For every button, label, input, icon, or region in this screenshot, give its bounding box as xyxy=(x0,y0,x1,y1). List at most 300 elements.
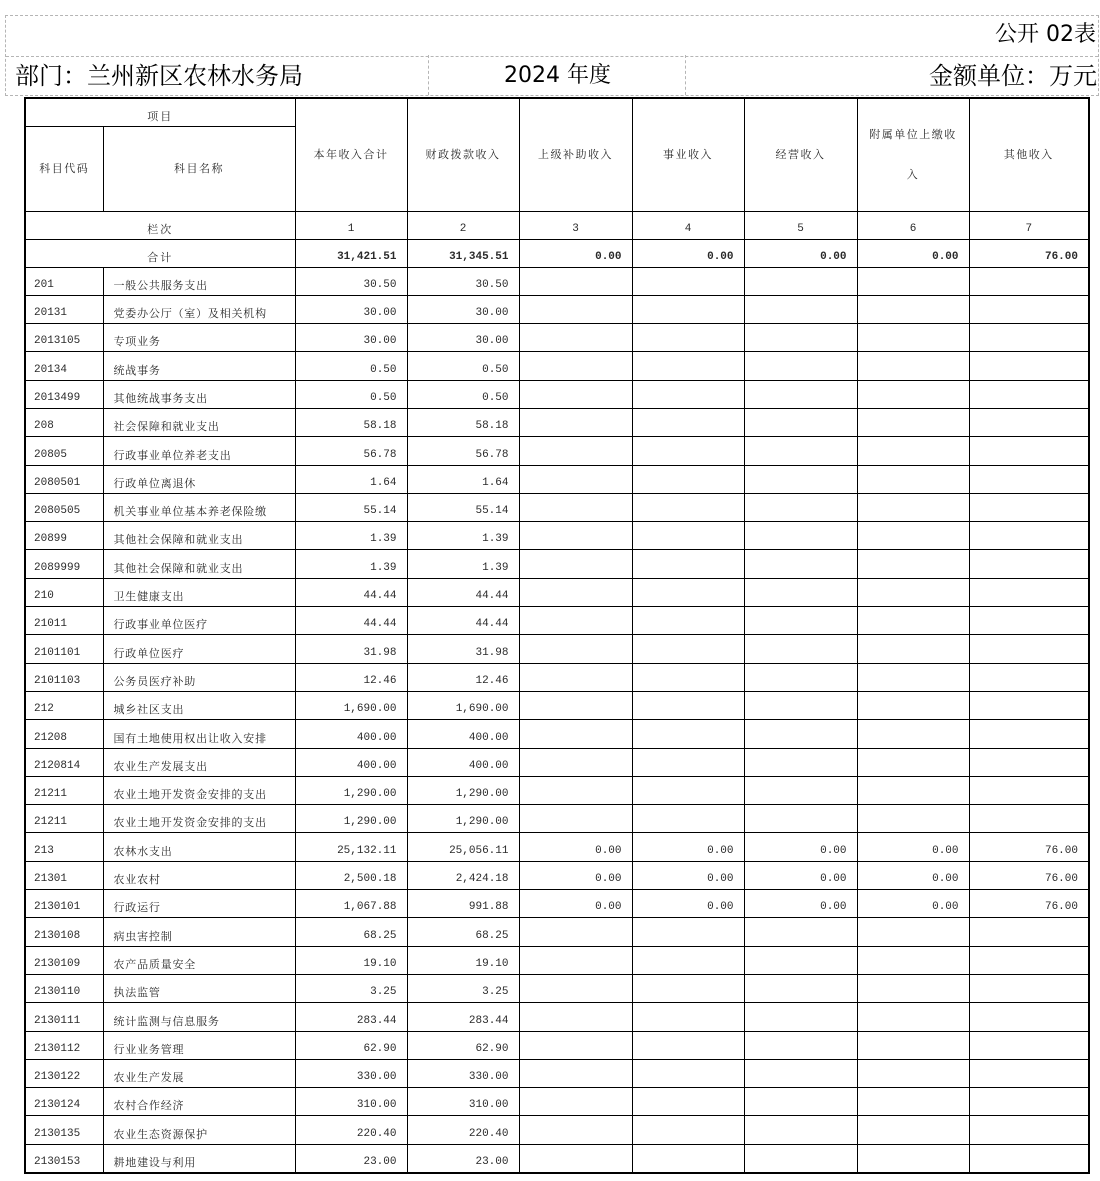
total-income-cell: 0.50 xyxy=(295,380,407,408)
superior-subsidy-cell xyxy=(519,493,632,521)
superior-subsidy-cell xyxy=(519,635,632,663)
fiscal-appropriation-cell: 1.64 xyxy=(407,465,519,493)
subject-code-cell: 2013105 xyxy=(25,324,103,352)
operating-income-cell xyxy=(744,1059,857,1087)
fiscal-appropriation-cell: 310.00 xyxy=(407,1088,519,1116)
other-income-cell xyxy=(969,1059,1089,1087)
subject-code-cell: 2130110 xyxy=(25,974,103,1002)
column-header-fiscal-appropriation: 财政拨款收入 xyxy=(407,98,519,211)
superior-subsidy-cell xyxy=(519,776,632,804)
superior-subsidy-cell xyxy=(519,465,632,493)
subordinate-remittance-cell xyxy=(857,493,969,521)
subject-code-cell: 2130135 xyxy=(25,1116,103,1144)
business-income-cell xyxy=(632,465,744,493)
other-income-cell: 76.00 xyxy=(969,890,1089,918)
fiscal-appropriation-cell: 3.25 xyxy=(407,974,519,1002)
other-income-cell xyxy=(969,1144,1089,1172)
subject-code-cell: 2130101 xyxy=(25,890,103,918)
subject-name-cell: 农业生态资源保护 xyxy=(103,1116,295,1144)
subordinate-remittance-cell xyxy=(857,1059,969,1087)
column-header-subject-name: 科目名称 xyxy=(103,126,295,211)
table-row xyxy=(25,295,1089,323)
fiscal-appropriation-cell: 1.39 xyxy=(407,522,519,550)
business-income-cell xyxy=(632,267,744,295)
subject-name-cell: 农村合作经济 xyxy=(103,1088,295,1116)
header-divider xyxy=(685,55,686,95)
business-income-cell xyxy=(632,607,744,635)
column-header-operating-income: 经营收入 xyxy=(744,98,857,211)
business-income-cell xyxy=(632,295,744,323)
other-income-cell xyxy=(969,352,1089,380)
operating-income-sum: 0.00 xyxy=(744,239,857,267)
subject-name-cell: 病虫害控制 xyxy=(103,918,295,946)
sequence-number: 5 xyxy=(744,211,857,239)
operating-income-cell xyxy=(744,748,857,776)
project-group-header: 项目 xyxy=(25,98,295,126)
total-income-cell: 55.14 xyxy=(295,493,407,521)
other-income-cell xyxy=(969,776,1089,804)
other-income-cell: 76.00 xyxy=(969,861,1089,889)
superior-subsidy-cell xyxy=(519,1003,632,1031)
subordinate-remittance-cell xyxy=(857,663,969,691)
business-income-cell xyxy=(632,1003,744,1031)
subject-code-cell: 201 xyxy=(25,267,103,295)
other-income-cell xyxy=(969,437,1089,465)
fiscal-appropriation-cell: 56.78 xyxy=(407,437,519,465)
business-income-cell xyxy=(632,352,744,380)
sequence-row xyxy=(25,211,1089,239)
superior-subsidy-cell xyxy=(519,380,632,408)
subject-code-cell: 2120814 xyxy=(25,748,103,776)
total-income-cell: 220.40 xyxy=(295,1116,407,1144)
fiscal-appropriation-cell: 58.18 xyxy=(407,408,519,436)
table-row xyxy=(25,324,1089,352)
subordinate-remittance-cell xyxy=(857,324,969,352)
fiscal-appropriation-cell: 2,424.18 xyxy=(407,861,519,889)
subject-name-cell: 行政单位离退休 xyxy=(103,465,295,493)
subordinate-remittance-cell xyxy=(857,805,969,833)
operating-income-cell xyxy=(744,578,857,606)
other-income-cell xyxy=(969,267,1089,295)
operating-income-cell xyxy=(744,465,857,493)
income-budget-table xyxy=(24,97,1090,1174)
subject-code-cell: 21208 xyxy=(25,720,103,748)
operating-income-cell xyxy=(744,918,857,946)
operating-income-cell: 0.00 xyxy=(744,833,857,861)
subordinate-remittance-cell xyxy=(857,578,969,606)
table-row xyxy=(25,465,1089,493)
operating-income-cell xyxy=(744,635,857,663)
superior-subsidy-cell xyxy=(519,918,632,946)
total-income-cell: 1.64 xyxy=(295,465,407,493)
table-body xyxy=(25,267,1089,1173)
subject-code-cell: 20134 xyxy=(25,352,103,380)
form-number-row xyxy=(6,16,1098,57)
header-row xyxy=(25,98,1089,126)
business-income-cell xyxy=(632,720,744,748)
subordinate-remittance-cell xyxy=(857,1003,969,1031)
subject-code-cell: 213 xyxy=(25,833,103,861)
column-header-superior-subsidy: 上级补助收入 xyxy=(519,98,632,211)
other-income-cell xyxy=(969,805,1089,833)
business-income-cell xyxy=(632,1144,744,1172)
subject-code-cell: 2080501 xyxy=(25,465,103,493)
subject-name-cell: 行政单位医疗 xyxy=(103,635,295,663)
total-income-cell: 310.00 xyxy=(295,1088,407,1116)
superior-subsidy-cell xyxy=(519,437,632,465)
department-label: 部门：兰州新区农林水务局 xyxy=(15,62,303,90)
superior-subsidy-cell xyxy=(519,748,632,776)
superior-subsidy-cell xyxy=(519,974,632,1002)
sequence-number: 7 xyxy=(969,211,1089,239)
subject-name-cell: 农产品质量安全 xyxy=(103,946,295,974)
fiscal-appropriation-cell: 30.50 xyxy=(407,267,519,295)
table-row xyxy=(25,437,1089,465)
other-income-cell xyxy=(969,578,1089,606)
table-row xyxy=(25,635,1089,663)
subordinate-remittance-cell xyxy=(857,1088,969,1116)
superior-subsidy-cell xyxy=(519,550,632,578)
superior-subsidy-cell xyxy=(519,578,632,606)
business-income-cell xyxy=(632,408,744,436)
superior-subsidy-cell xyxy=(519,324,632,352)
fiscal-appropriation-cell: 0.50 xyxy=(407,352,519,380)
table-row xyxy=(25,550,1089,578)
business-income-cell xyxy=(632,578,744,606)
subject-name-cell: 农业农村 xyxy=(103,861,295,889)
other-income-cell xyxy=(969,1003,1089,1031)
operating-income-cell xyxy=(744,380,857,408)
subject-code-cell: 2130111 xyxy=(25,1003,103,1031)
subject-code-cell: 20131 xyxy=(25,295,103,323)
fiscal-appropriation-cell: 62.90 xyxy=(407,1031,519,1059)
business-income-cell xyxy=(632,1088,744,1116)
table-row xyxy=(25,748,1089,776)
business-income-cell xyxy=(632,776,744,804)
total-income-cell: 44.44 xyxy=(295,607,407,635)
subject-code-cell: 2130124 xyxy=(25,1088,103,1116)
operating-income-cell xyxy=(744,720,857,748)
operating-income-cell xyxy=(744,1003,857,1031)
operating-income-cell: 0.00 xyxy=(744,890,857,918)
subject-name-cell: 耕地建设与利用 xyxy=(103,1144,295,1172)
business-income-cell: 0.00 xyxy=(632,833,744,861)
subject-name-cell: 城乡社区支出 xyxy=(103,691,295,719)
operating-income-cell xyxy=(744,974,857,1002)
subject-code-cell: 2130109 xyxy=(25,946,103,974)
sequence-number: 6 xyxy=(857,211,969,239)
subject-name-cell: 统战事务 xyxy=(103,352,295,380)
superior-subsidy-cell xyxy=(519,1116,632,1144)
operating-income-cell xyxy=(744,437,857,465)
operating-income-cell xyxy=(744,522,857,550)
subject-code-cell: 2101103 xyxy=(25,663,103,691)
table-row xyxy=(25,805,1089,833)
fiscal-appropriation-cell: 991.88 xyxy=(407,890,519,918)
other-income-cell xyxy=(969,1116,1089,1144)
column-header-subordinate-remittance-text: 附属单位上缴收入 xyxy=(869,127,957,181)
table-row xyxy=(25,946,1089,974)
fiscal-appropriation-cell: 330.00 xyxy=(407,1059,519,1087)
business-income-cell xyxy=(632,324,744,352)
subordinate-remittance-cell xyxy=(857,522,969,550)
superior-subsidy-cell xyxy=(519,1031,632,1059)
table-row xyxy=(25,833,1089,861)
business-income-cell xyxy=(632,691,744,719)
table-row xyxy=(25,1144,1089,1172)
total-income-cell: 30.50 xyxy=(295,267,407,295)
fiscal-appropriation-sum: 31,345.51 xyxy=(407,239,519,267)
table-row xyxy=(25,861,1089,889)
total-income-cell: 400.00 xyxy=(295,720,407,748)
table-row xyxy=(25,1059,1089,1087)
superior-subsidy-cell xyxy=(519,1144,632,1172)
subject-code-cell: 2101101 xyxy=(25,635,103,663)
subject-name-cell: 机关事业单位基本养老保险缴 xyxy=(103,493,295,521)
subject-code-cell: 21301 xyxy=(25,861,103,889)
subject-code-cell: 2013499 xyxy=(25,380,103,408)
subject-code-cell: 2130108 xyxy=(25,918,103,946)
table-row xyxy=(25,493,1089,521)
total-income-sum: 31,421.51 xyxy=(295,239,407,267)
operating-income-cell xyxy=(744,1144,857,1172)
superior-subsidy-cell xyxy=(519,267,632,295)
total-income-cell: 1,067.88 xyxy=(295,890,407,918)
operating-income-cell xyxy=(744,352,857,380)
subordinate-remittance-cell xyxy=(857,437,969,465)
subordinate-remittance-cell xyxy=(857,267,969,295)
operating-income-cell xyxy=(744,946,857,974)
subject-name-cell: 公务员医疗补助 xyxy=(103,663,295,691)
fiscal-appropriation-cell: 0.50 xyxy=(407,380,519,408)
subject-name-cell: 农业土地开发资金安排的支出 xyxy=(103,805,295,833)
other-income-cell xyxy=(969,748,1089,776)
subject-code-cell: 20805 xyxy=(25,437,103,465)
other-income-cell xyxy=(969,918,1089,946)
column-header-other-income: 其他收入 xyxy=(969,98,1089,211)
subordinate-remittance-cell xyxy=(857,720,969,748)
subject-name-cell: 执法监管 xyxy=(103,974,295,1002)
business-income-cell: 0.00 xyxy=(632,890,744,918)
total-income-cell: 1.39 xyxy=(295,550,407,578)
table-row xyxy=(25,663,1089,691)
subject-name-cell: 行政事业单位养老支出 xyxy=(103,437,295,465)
superior-subsidy-cell xyxy=(519,805,632,833)
business-income-cell xyxy=(632,805,744,833)
superior-subsidy-cell xyxy=(519,663,632,691)
subordinate-remittance-cell xyxy=(857,295,969,323)
operating-income-cell xyxy=(744,663,857,691)
column-header-business-income: 事业收入 xyxy=(632,98,744,211)
form-number: 公开 02表 xyxy=(995,22,1096,47)
total-income-cell: 400.00 xyxy=(295,748,407,776)
operating-income-cell xyxy=(744,691,857,719)
table-row xyxy=(25,380,1089,408)
sequence-label: 栏次 xyxy=(25,211,295,239)
superior-subsidy-cell xyxy=(519,720,632,748)
fiscal-appropriation-cell: 30.00 xyxy=(407,324,519,352)
superior-subsidy-cell xyxy=(519,352,632,380)
subject-name-cell: 专项业务 xyxy=(103,324,295,352)
total-row xyxy=(25,239,1089,267)
operating-income-cell xyxy=(744,1031,857,1059)
total-income-cell: 19.10 xyxy=(295,946,407,974)
subject-name-cell: 行政运行 xyxy=(103,890,295,918)
subject-name-cell: 农业土地开发资金安排的支出 xyxy=(103,776,295,804)
other-income-cell xyxy=(969,720,1089,748)
fiscal-year-label: 2024 年度 xyxy=(504,63,611,88)
fiscal-appropriation-cell: 283.44 xyxy=(407,1003,519,1031)
fiscal-appropriation-cell: 400.00 xyxy=(407,720,519,748)
sequence-number: 1 xyxy=(295,211,407,239)
column-header-subject-code: 科目代码 xyxy=(25,126,103,211)
other-income-cell xyxy=(969,635,1089,663)
business-income-cell xyxy=(632,946,744,974)
subordinate-remittance-cell xyxy=(857,635,969,663)
sequence-number: 2 xyxy=(407,211,519,239)
fiscal-appropriation-cell: 55.14 xyxy=(407,493,519,521)
subordinate-remittance-sum: 0.00 xyxy=(857,239,969,267)
fiscal-appropriation-cell: 400.00 xyxy=(407,748,519,776)
subordinate-remittance-cell xyxy=(857,352,969,380)
other-income-cell xyxy=(969,295,1089,323)
other-income-cell: 76.00 xyxy=(969,833,1089,861)
report-header xyxy=(5,15,1099,96)
subject-code-cell: 2130122 xyxy=(25,1059,103,1087)
total-income-cell: 68.25 xyxy=(295,918,407,946)
table-row xyxy=(25,1116,1089,1144)
subject-code-cell: 21211 xyxy=(25,776,103,804)
subordinate-remittance-cell: 0.00 xyxy=(857,861,969,889)
superior-subsidy-cell: 0.00 xyxy=(519,833,632,861)
business-income-cell xyxy=(632,1059,744,1087)
subject-name-cell: 其他统战事务支出 xyxy=(103,380,295,408)
superior-subsidy-sum: 0.00 xyxy=(519,239,632,267)
subordinate-remittance-cell xyxy=(857,918,969,946)
total-income-cell: 62.90 xyxy=(295,1031,407,1059)
operating-income-cell xyxy=(744,550,857,578)
total-income-cell: 30.00 xyxy=(295,324,407,352)
table-row xyxy=(25,776,1089,804)
other-income-cell xyxy=(969,522,1089,550)
fiscal-appropriation-cell: 1,290.00 xyxy=(407,776,519,804)
business-income-cell xyxy=(632,550,744,578)
subject-code-cell: 21011 xyxy=(25,607,103,635)
business-income-cell xyxy=(632,437,744,465)
subordinate-remittance-cell xyxy=(857,776,969,804)
subordinate-remittance-cell xyxy=(857,1031,969,1059)
total-income-cell: 31.98 xyxy=(295,635,407,663)
operating-income-cell xyxy=(744,1116,857,1144)
superior-subsidy-cell: 0.00 xyxy=(519,861,632,889)
operating-income-cell xyxy=(744,267,857,295)
operating-income-cell xyxy=(744,408,857,436)
table-row xyxy=(25,522,1089,550)
business-income-cell xyxy=(632,493,744,521)
total-income-cell: 44.44 xyxy=(295,578,407,606)
superior-subsidy-cell: 0.00 xyxy=(519,890,632,918)
subordinate-remittance-cell xyxy=(857,1144,969,1172)
total-income-cell: 30.00 xyxy=(295,295,407,323)
total-income-cell: 1,290.00 xyxy=(295,776,407,804)
subject-name-cell: 统计监测与信息服务 xyxy=(103,1003,295,1031)
other-income-cell xyxy=(969,1088,1089,1116)
other-income-cell xyxy=(969,324,1089,352)
total-label: 合计 xyxy=(25,239,295,267)
column-header-subordinate-remittance xyxy=(857,98,969,211)
report-info-row xyxy=(6,56,1098,96)
subject-name-cell: 国有土地使用权出让收入安排 xyxy=(103,720,295,748)
total-income-cell: 1,690.00 xyxy=(295,691,407,719)
operating-income-cell xyxy=(744,776,857,804)
superior-subsidy-cell xyxy=(519,1059,632,1087)
other-income-cell xyxy=(969,1031,1089,1059)
operating-income-cell xyxy=(744,805,857,833)
table-row xyxy=(25,408,1089,436)
amount-unit-label: 金额单位：万元 xyxy=(929,62,1097,90)
operating-income-cell xyxy=(744,493,857,521)
subject-code-cell: 208 xyxy=(25,408,103,436)
sequence-number: 3 xyxy=(519,211,632,239)
subject-name-cell: 一般公共服务支出 xyxy=(103,267,295,295)
subordinate-remittance-cell xyxy=(857,465,969,493)
business-income-cell xyxy=(632,635,744,663)
superior-subsidy-cell xyxy=(519,295,632,323)
business-income-cell xyxy=(632,522,744,550)
operating-income-cell xyxy=(744,295,857,323)
table-row xyxy=(25,1088,1089,1116)
table-row xyxy=(25,890,1089,918)
total-income-cell: 56.78 xyxy=(295,437,407,465)
other-income-cell xyxy=(969,408,1089,436)
subordinate-remittance-cell xyxy=(857,380,969,408)
business-income-cell xyxy=(632,663,744,691)
total-income-cell: 1,290.00 xyxy=(295,805,407,833)
subject-code-cell: 20899 xyxy=(25,522,103,550)
subject-name-cell: 其他社会保障和就业支出 xyxy=(103,550,295,578)
subject-name-cell: 农林水支出 xyxy=(103,833,295,861)
fiscal-appropriation-cell: 19.10 xyxy=(407,946,519,974)
other-income-cell xyxy=(969,380,1089,408)
subject-code-cell: 2130153 xyxy=(25,1144,103,1172)
subject-code-cell: 2130112 xyxy=(25,1031,103,1059)
fiscal-appropriation-cell: 220.40 xyxy=(407,1116,519,1144)
subordinate-remittance-cell xyxy=(857,607,969,635)
subject-name-cell: 其他社会保障和就业支出 xyxy=(103,522,295,550)
total-income-cell: 0.50 xyxy=(295,352,407,380)
subordinate-remittance-cell xyxy=(857,550,969,578)
table-row xyxy=(25,578,1089,606)
superior-subsidy-cell xyxy=(519,691,632,719)
total-income-cell: 1.39 xyxy=(295,522,407,550)
table-row xyxy=(25,1031,1089,1059)
table-row xyxy=(25,918,1089,946)
total-income-cell: 3.25 xyxy=(295,974,407,1002)
superior-subsidy-cell xyxy=(519,946,632,974)
superior-subsidy-cell xyxy=(519,522,632,550)
subject-code-cell: 2080505 xyxy=(25,493,103,521)
subject-name-cell: 卫生健康支出 xyxy=(103,578,295,606)
subject-name-cell: 农业生产发展支出 xyxy=(103,748,295,776)
subject-name-cell: 农业生产发展 xyxy=(103,1059,295,1087)
subordinate-remittance-cell: 0.00 xyxy=(857,833,969,861)
fiscal-appropriation-cell: 12.46 xyxy=(407,663,519,691)
subject-name-cell: 社会保障和就业支出 xyxy=(103,408,295,436)
subordinate-remittance-cell xyxy=(857,1116,969,1144)
subordinate-remittance-cell xyxy=(857,408,969,436)
superior-subsidy-cell xyxy=(519,408,632,436)
business-income-cell xyxy=(632,748,744,776)
